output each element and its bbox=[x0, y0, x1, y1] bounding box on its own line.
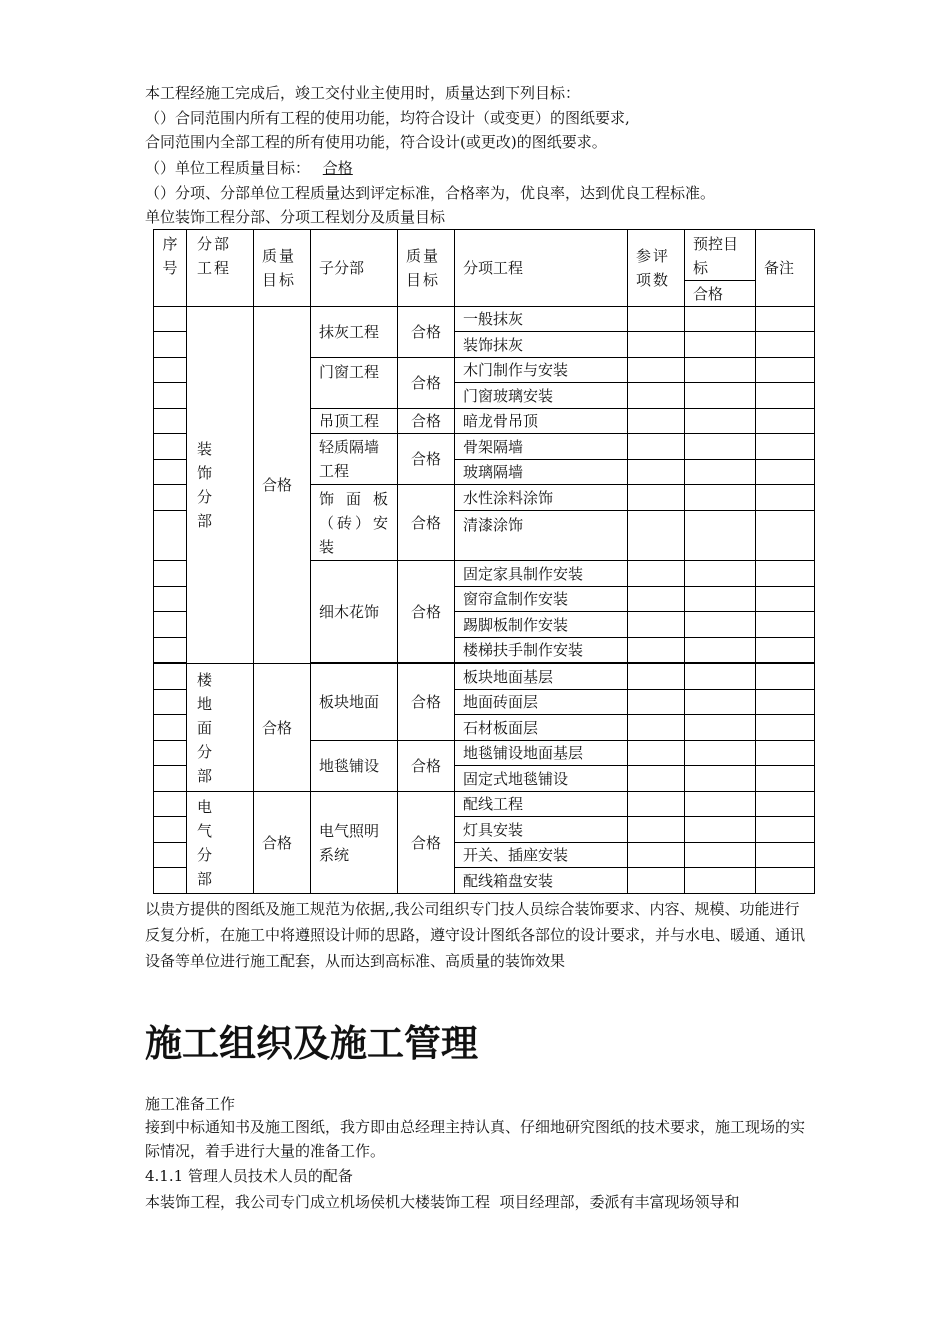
sub-division-name: 饰面板（砖）安装 bbox=[311, 485, 398, 561]
intro-line-4 bbox=[145, 158, 353, 178]
header-division: 分部工程 bbox=[187, 230, 254, 307]
subheading-preparation: 施工准备工作 bbox=[145, 1095, 236, 1113]
header-item: 分项工程 bbox=[455, 230, 628, 307]
item-name: 地毯铺设地面基层 bbox=[455, 741, 628, 766]
table-row bbox=[154, 307, 815, 332]
header-count: 参评项数 bbox=[628, 230, 685, 307]
sub-division-quality: 合格 bbox=[398, 664, 455, 741]
header-row bbox=[154, 230, 815, 281]
item-name: 门窗玻璃安装 bbox=[455, 383, 628, 409]
after-table-paragraph: 以贵方提供的图纸及施工规范为依据,,我公司组织专门技人员综合装饰要求、内容、规模、功能进行反复分析，在施工中将遵照设计师的思路，遵守设计图纸各部位的设计要求，并与水电、暖通、通讯设备等单位进行施工配套，从而达到高标准、高质量的装饰效果 bbox=[145, 900, 806, 970]
item-name: 楼梯扶手制作安装 bbox=[455, 638, 628, 663]
item-name: 开关、插座安装 bbox=[455, 843, 628, 868]
sub-division-name: 吊顶工程 bbox=[311, 409, 398, 434]
division-name: 装饰分部 bbox=[187, 307, 254, 664]
header-target-value: 合格 bbox=[685, 281, 756, 307]
item-name: 板块地面基层 bbox=[455, 664, 628, 690]
division-name: 电气分部 bbox=[187, 792, 254, 894]
sub-division-quality: 合格 bbox=[398, 792, 455, 894]
sub-division-name: 电气照明系统 bbox=[311, 792, 398, 894]
item-name: 配线工程 bbox=[455, 792, 628, 817]
item-name: 灯具安装 bbox=[455, 817, 628, 843]
unit-quality-label: （）单位工程质量目标： bbox=[145, 159, 311, 177]
sub-division-name: 轻质隔墙工程 bbox=[311, 434, 398, 485]
item-name: 装饰抹灰 bbox=[455, 332, 628, 358]
header-quality: 质量目标 bbox=[254, 230, 311, 307]
subheading-staffing: 4.1.1 管理人员技术人员的配备 bbox=[145, 1167, 353, 1185]
division-quality: 合格 bbox=[254, 792, 311, 894]
header-sub-quality: 质量目标 bbox=[398, 230, 455, 307]
header-target: 预控目标 bbox=[685, 230, 756, 281]
sub-division-quality: 合格 bbox=[398, 358, 455, 409]
table-row bbox=[154, 792, 815, 817]
intro-line-5: （）分项、分部单位工程质量达到评定标准，合格率为，优良率，达到优良工程标准。 bbox=[145, 184, 716, 202]
sub-division-name: 地毯铺设 bbox=[311, 741, 398, 792]
unit-quality-value: 合格 bbox=[322, 159, 353, 177]
preparation-paragraph: 接到中标通知书及施工图纸，我方即由总经理主持认真、仔细地研究图纸的技术要求，施工现场的实际情况，着手进行大量的准备工作。 bbox=[145, 1118, 806, 1160]
item-name: 木门制作与安装 bbox=[455, 358, 628, 383]
item-name: 骨架隔墙 bbox=[455, 434, 628, 460]
item-name: 固定家具制作安装 bbox=[455, 561, 628, 587]
header-sub-division: 子分部 bbox=[311, 230, 398, 307]
table-row bbox=[154, 664, 815, 690]
header-note: 备注 bbox=[756, 230, 815, 307]
sub-division-name: 门窗工程 bbox=[311, 358, 398, 409]
sub-division-quality: 合格 bbox=[398, 434, 455, 485]
item-name: 石材板面层 bbox=[455, 715, 628, 741]
item-name: 配线箱盘安装 bbox=[455, 868, 628, 894]
division-quality: 合格 bbox=[254, 664, 311, 792]
intro-line-2: （）合同范围内所有工程的使用功能，均符合设计（或变更）的图纸要求, bbox=[145, 109, 630, 127]
table-body bbox=[154, 230, 815, 894]
item-name: 踢脚板制作安装 bbox=[455, 612, 628, 638]
sub-division-name: 细木花饰 bbox=[311, 561, 398, 663]
sub-division-quality: 合格 bbox=[398, 561, 455, 663]
sub-division-quality: 合格 bbox=[398, 307, 455, 358]
sub-division-quality: 合格 bbox=[398, 741, 455, 792]
intro-line-3: 合同范围内全部工程的所有使用功能，符合设计(或更改)的图纸要求。 bbox=[145, 133, 607, 151]
item-name: 地面砖面层 bbox=[455, 690, 628, 715]
table-caption: 单位装饰工程分部、分项工程划分及质量目标 bbox=[145, 208, 446, 226]
division-quality: 合格 bbox=[254, 307, 311, 664]
division-name: 楼地面分部 bbox=[187, 664, 254, 792]
quality-target-table bbox=[153, 229, 815, 894]
item-name: 清漆涂饰 bbox=[455, 511, 628, 561]
item-name: 窗帘盒制作安装 bbox=[455, 587, 628, 612]
header-seq: 序号 bbox=[154, 230, 187, 307]
sub-division-name: 板块地面 bbox=[311, 664, 398, 741]
item-name: 固定式地毯铺设 bbox=[455, 766, 628, 792]
section-heading: 施工组织及施工管理 bbox=[145, 1022, 478, 1065]
intro-line-1: 本工程经施工完成后，竣工交付业主使用时，质量达到下列目标： bbox=[145, 84, 581, 102]
sub-division-quality: 合格 bbox=[398, 485, 455, 561]
sub-division-name: 抹灰工程 bbox=[311, 307, 398, 358]
sub-division-quality: 合格 bbox=[398, 409, 455, 434]
item-name: 水性涂料涂饰 bbox=[455, 485, 628, 511]
item-name: 玻璃隔墙 bbox=[455, 460, 628, 485]
staffing-paragraph: 本装饰工程，我公司专门成立机场侯机大楼装饰工程 项目经理部，委派有丰富现场领导和 bbox=[145, 1193, 740, 1211]
item-name: 暗龙骨吊顶 bbox=[455, 409, 628, 434]
item-name: 一般抹灰 bbox=[455, 307, 628, 332]
